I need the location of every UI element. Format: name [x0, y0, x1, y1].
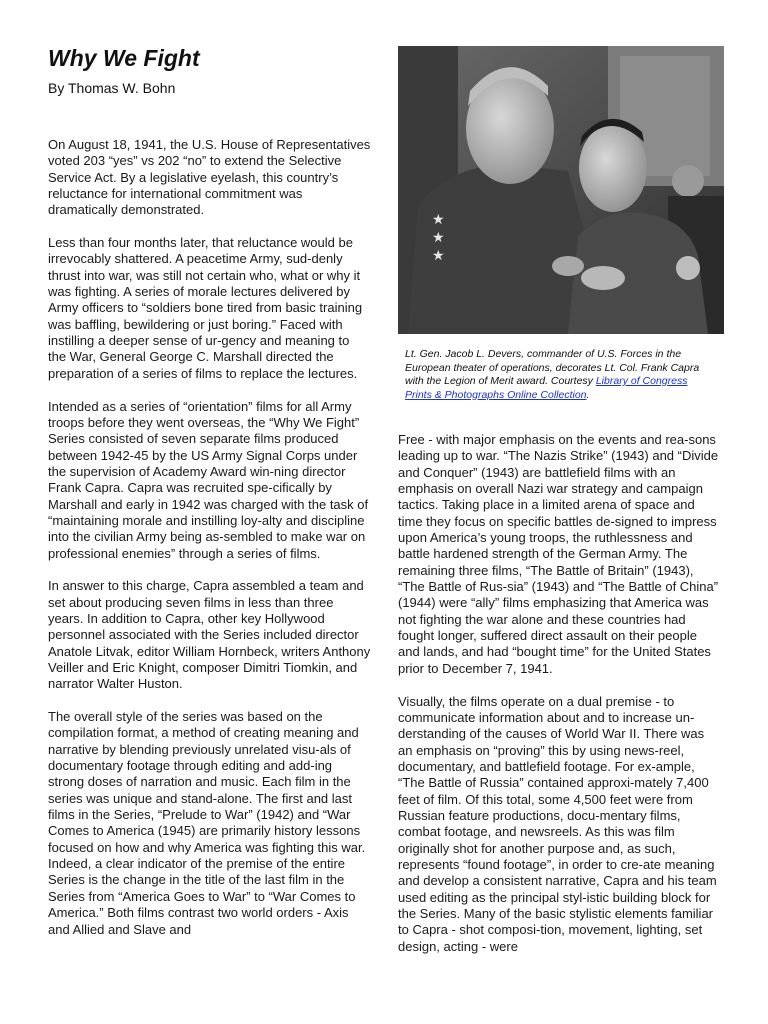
historical-photo	[398, 46, 724, 334]
svg-text:★: ★	[432, 230, 445, 246]
left-text-column	[48, 137, 371, 954]
caption-link[interactable]: Library of Congress Prints & Photographs Online Collection	[405, 375, 688, 401]
paragraph: Free - with major emphasis on the events and rea-sons leading up to war. “The Nazis Strike” (1943) and “Divide and Conquer” (1943) are battlefield films with an emphasis on overall Nazi war strategy and campaign tactics. Taking place in a limited arena of space and time they focus on specific battles de-signed to impress upon America’s young troops, the ruthlessness and battle hardened strength of the German Army. The remaining three films, “The Battle of Britain” (1943), “The Battle of Rus-sia” (1943) and “The Battle of China” (1944) were “ally” films emphasizing that America was not fighting the war alone and these countries had fought longer, suffered direct assault on their people and lands, and had “bought time” for the United States prior to December 7, 1941.	[398, 432, 719, 676]
caption-end: .	[586, 388, 590, 401]
right-text-column	[398, 432, 721, 971]
svg-text:★: ★	[432, 248, 445, 264]
paragraph: In answer to this charge, Capra assembled a team and set about producing seven films in less than three years. In addition to Capra, other key Hollywood personnel associated with the Series included director Anatole Litvak, editor William Hornbeck, writers Anthony Veiller and Eric Knight, composer Dimitri Tiomkin, and narrator Walter Huston.	[48, 578, 371, 692]
svg-text:★: ★	[432, 212, 445, 228]
paragraph: Intended as a series of “orientation” films for all Army troops before they went overseas, the “Why We Fight” Series consisted of seven separate films produced between 1942-45 by the US Army Signal Corps under the supervision of Academy Award win-ning director Frank Capra. Capra was recruited spe-cifically by Marshall and early in 1942 was charged with the task of “maintaining morale and instilling loy-alty and discipline into the civilian Army being as-sembled to make war on professional enemies” through a series of films.	[48, 398, 369, 561]
paragraph: The overall style of the series was based on the compilation format, a method of creating meaning and narrative by blending previously unrelated visu-als of documentary footage through editing and add-ing strong doses of narration and music. Each film in the series was unique and stand-alone. The first and last films in the Series, “Prelude to War” (1942) and “War Comes to America (1945) are primarily history lessons focused on how and why America was fighting this war. Indeed, a clear indicator of the premise of the entire Series is the change in the title of the last film in the Series from “America Goes to War” to “War Comes to America.” Both films contrast two world orders - Axis and Allied and Slave and	[48, 709, 366, 937]
article-byline: By Thomas W. Bohn	[48, 80, 176, 96]
photo-caption	[405, 348, 705, 402]
paragraph: Visually, the films operate on a dual premise - to communicate information about and to increase un-derstanding of the causes of World War II. There was an emphasis on “proving” this by using news-reel, documentary, and battlefield footage. For ex-ample, “The Battle of Russia” contained approxi-mately 7,400 feet of film. Of this total, some 4,500 feet were from Russian feature productions, docu-mentary films, combat footage, and newsreels. As this was film originally shot for another purpose and, as such, represents “found footage”, in order to cre-ate meaning and develop a consistent narrative, Capra and his team used editing as the principal styl-istic building block for the Series. Many of the basic stylistic elements familiar to Capra - shot composi-tion, movement, lighting, set design, acting - were	[398, 693, 717, 954]
photo-illustration	[398, 46, 724, 334]
article-title: Why We Fight	[48, 45, 200, 71]
caption-text: Lt. Gen. Jacob L. Devers, commander of U.S. Forces in the European theater of operations, decorates Lt. Col. Frank Capra with the Legion of Merit award. Courtesy	[405, 348, 700, 387]
paragraph: Less than four months later, that reluctance would be irrevocably shattered. A peacetime Army, sud-denly thrust into war, was still not certain who, what or why it was fighting. A series of morale lectures delivered by Army officers to “soldiers bone tired from basic training was baffling, bewildering or just boring.” Faced with instilling a deeper sense of ur-gency and meaning to the War, General George C. Marshall directed the preparation of a series of films to replace the lectures.	[48, 235, 363, 381]
paragraph: On August 18, 1941, the U.S. House of Representatives voted 203 “yes” vs 202 “no” to extend the Selective Service Act. By a legislative eyelash, this country’s reluctance for international commitment was dramatically demonstrated.	[48, 137, 371, 218]
